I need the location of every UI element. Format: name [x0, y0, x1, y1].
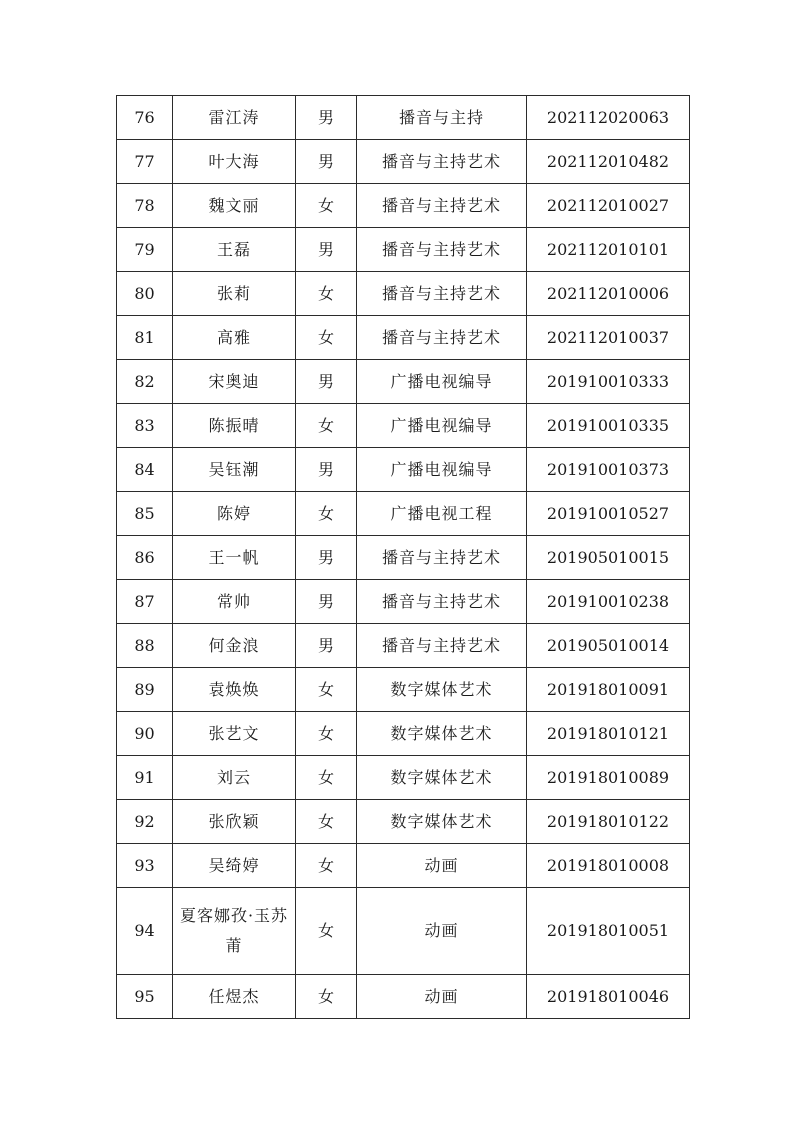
student-id: 202112010027: [527, 184, 690, 228]
row-number: 94: [117, 888, 173, 975]
row-number: 80: [117, 272, 173, 316]
row-number: 84: [117, 448, 173, 492]
student-name: 何金浪: [173, 624, 296, 668]
student-name: 袁焕焕: [173, 668, 296, 712]
student-name: 张欣颖: [173, 800, 296, 844]
table-row: [117, 316, 690, 360]
student-gender: 女: [296, 844, 357, 888]
table-row: [117, 668, 690, 712]
student-id: 202112010101: [527, 228, 690, 272]
row-number: 78: [117, 184, 173, 228]
student-name: 任煜杰: [173, 975, 296, 1019]
row-number: 88: [117, 624, 173, 668]
student-major: 播音与主持艺术: [357, 536, 527, 580]
roster-body: [117, 96, 690, 1019]
row-number: 89: [117, 668, 173, 712]
student-name: 王磊: [173, 228, 296, 272]
student-id: 201910010527: [527, 492, 690, 536]
table-row: [117, 140, 690, 184]
student-gender: 女: [296, 756, 357, 800]
roster-table: [116, 95, 690, 1019]
student-id: 201918010051: [527, 888, 690, 975]
student-name: 陈婷: [173, 492, 296, 536]
table-row: [117, 404, 690, 448]
student-gender: 女: [296, 184, 357, 228]
student-name: 吴绮婷: [173, 844, 296, 888]
student-id: 202112010037: [527, 316, 690, 360]
student-major: 广播电视编导: [357, 404, 527, 448]
row-number: 85: [117, 492, 173, 536]
student-major: 数字媒体艺术: [357, 712, 527, 756]
table-row: [117, 624, 690, 668]
student-gender: 女: [296, 800, 357, 844]
student-gender: 女: [296, 888, 357, 975]
row-number: 79: [117, 228, 173, 272]
student-gender: 女: [296, 975, 357, 1019]
table-row: [117, 360, 690, 404]
student-gender: 女: [296, 404, 357, 448]
student-major: 广播电视工程: [357, 492, 527, 536]
student-name: 吴钰潮: [173, 448, 296, 492]
student-gender: 女: [296, 712, 357, 756]
row-number: 82: [117, 360, 173, 404]
table-row: [117, 888, 690, 975]
student-id: 201905010014: [527, 624, 690, 668]
student-major: 播音与主持艺术: [357, 140, 527, 184]
student-major: 播音与主持艺术: [357, 624, 527, 668]
student-major: 播音与主持艺术: [357, 316, 527, 360]
student-id: 201918010122: [527, 800, 690, 844]
student-gender: 男: [296, 448, 357, 492]
row-number: 93: [117, 844, 173, 888]
student-gender: 男: [296, 140, 357, 184]
student-id: 201910010373: [527, 448, 690, 492]
table-row: [117, 448, 690, 492]
row-number: 87: [117, 580, 173, 624]
table-row: [117, 580, 690, 624]
table-row: [117, 272, 690, 316]
student-major: 播音与主持: [357, 96, 527, 140]
student-id: 201910010335: [527, 404, 690, 448]
student-name: 叶大海: [173, 140, 296, 184]
student-name: 夏客娜孜·玉苏莆: [179, 906, 289, 955]
student-major: 动画: [357, 888, 527, 975]
table-row: [117, 756, 690, 800]
student-name: 魏文丽: [173, 184, 296, 228]
student-gender: 男: [296, 536, 357, 580]
student-id: 201918010008: [527, 844, 690, 888]
student-major: 播音与主持艺术: [357, 184, 527, 228]
student-id: 201918010046: [527, 975, 690, 1019]
student-name: 陈振晴: [173, 404, 296, 448]
row-number: 86: [117, 536, 173, 580]
student-major: 播音与主持艺术: [357, 228, 527, 272]
table-row: [117, 536, 690, 580]
student-id: 201910010333: [527, 360, 690, 404]
student-roster: [116, 95, 686, 1019]
student-gender: 女: [296, 316, 357, 360]
student-id: 201905010015: [527, 536, 690, 580]
student-major: 播音与主持艺术: [357, 580, 527, 624]
table-row: [117, 96, 690, 140]
student-name: 王一帆: [173, 536, 296, 580]
table-row: [117, 800, 690, 844]
student-id: 202112010006: [527, 272, 690, 316]
student-name: 张艺文: [173, 712, 296, 756]
student-gender: 男: [296, 580, 357, 624]
student-name: 宋奥迪: [173, 360, 296, 404]
student-name: 高雅: [173, 316, 296, 360]
student-name: 刘云: [173, 756, 296, 800]
student-id: 202112020063: [527, 96, 690, 140]
student-id: 201918010121: [527, 712, 690, 756]
row-number: 92: [117, 800, 173, 844]
student-name-cell: [173, 888, 296, 975]
row-number: 83: [117, 404, 173, 448]
student-gender: 女: [296, 492, 357, 536]
table-row: [117, 492, 690, 536]
student-gender: 男: [296, 228, 357, 272]
student-gender: 女: [296, 668, 357, 712]
student-gender: 男: [296, 624, 357, 668]
student-major: 动画: [357, 844, 527, 888]
student-id: 202112010482: [527, 140, 690, 184]
student-major: 数字媒体艺术: [357, 668, 527, 712]
student-gender: 女: [296, 272, 357, 316]
student-major: 广播电视编导: [357, 448, 527, 492]
table-row: [117, 844, 690, 888]
student-major: 动画: [357, 975, 527, 1019]
row-number: 81: [117, 316, 173, 360]
row-number: 76: [117, 96, 173, 140]
row-number: 95: [117, 975, 173, 1019]
row-number: 91: [117, 756, 173, 800]
row-number: 90: [117, 712, 173, 756]
student-name: 张莉: [173, 272, 296, 316]
table-row: [117, 712, 690, 756]
table-row: [117, 975, 690, 1019]
student-gender: 男: [296, 360, 357, 404]
student-name: 常帅: [173, 580, 296, 624]
student-gender: 男: [296, 96, 357, 140]
student-major: 数字媒体艺术: [357, 756, 527, 800]
student-id: 201910010238: [527, 580, 690, 624]
student-major: 播音与主持艺术: [357, 272, 527, 316]
row-number: 77: [117, 140, 173, 184]
table-row: [117, 184, 690, 228]
student-id: 201918010089: [527, 756, 690, 800]
student-major: 广播电视编导: [357, 360, 527, 404]
student-id: 201918010091: [527, 668, 690, 712]
student-name: 雷江涛: [173, 96, 296, 140]
student-major: 数字媒体艺术: [357, 800, 527, 844]
table-row: [117, 228, 690, 272]
